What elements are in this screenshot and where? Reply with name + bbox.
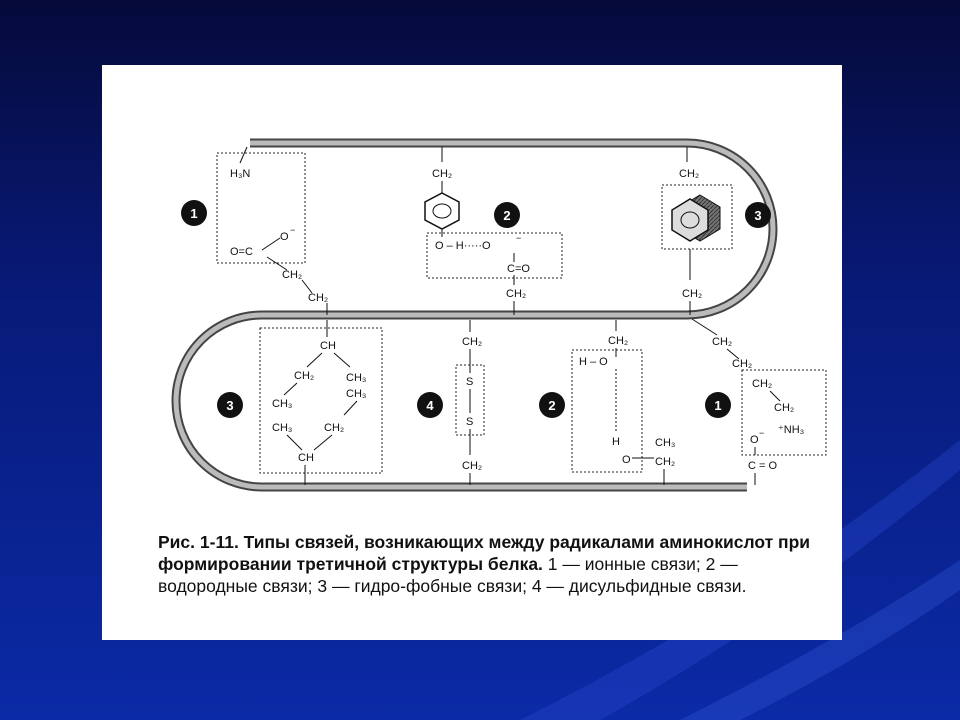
ch2-label: CH₂ [682,288,703,300]
figure-caption [158,531,823,597]
backbone [176,143,773,487]
ch3-label: CH₃ [272,422,293,434]
protein-bonds-diagram [102,65,842,525]
ch2-label: CH₂ [462,336,483,348]
o-eq-c-label: O=C [230,246,253,258]
o-label: O [622,454,631,466]
ch2-label: CH₂ [282,269,303,281]
ch2-label: CH₂ [324,422,345,434]
ch3-label: CH₃ [272,398,293,410]
h-o-label: H – O [579,356,608,368]
caption-title: Рис. 1-11. Типы связей, возникающих между радикалами аминокислот при формировании третичной структуры белка. [158,532,811,574]
sulfur-label: S [466,376,474,388]
c-eq-o-label: C=O [507,263,530,275]
ch2-label: CH₂ [432,168,453,180]
ch2-label: CH₂ [712,336,733,348]
benzene-ring [425,193,459,229]
svg-text:2: 2 [503,208,511,223]
o-h-o-label: O – H·····O [435,240,491,252]
sulfur-label: S [466,416,474,428]
nh3-label: ⁺NH₃ [778,424,805,436]
svg-text:−: − [516,233,522,243]
c-eq-o-label: C = O [748,460,778,472]
hydrogen-bond-box-bottom [572,350,642,472]
ch2-label: CH₂ [506,288,527,300]
svg-text:1: 1 [190,206,198,221]
o-minus-label: O [280,231,289,243]
ch2-label: CH₂ [774,402,795,414]
svg-text:4: 4 [426,398,434,413]
ch2-label: CH₂ [462,460,483,472]
ch2-label: CH₂ [752,378,773,390]
ch2-label: CH₂ [655,456,676,468]
caption-legend: 1 — ионные связи; 2 — водородные связи; 3 — гидро-фобные связи; 4 — дисульфидные связи. [158,554,747,596]
ch3-label: CH₃ [655,437,676,449]
ch-label: CH [320,340,336,352]
o-minus-label: O [750,434,759,446]
svg-text:3: 3 [754,208,762,223]
svg-text:2: 2 [548,398,556,413]
svg-text:1: 1 [714,398,722,413]
ch2-label: CH₂ [732,358,753,370]
ch3-label: CH₃ [346,388,367,400]
ch-label: CH [298,452,314,464]
svg-text:−: − [759,428,765,438]
slide-card [102,65,842,640]
svg-text:−: − [290,225,296,235]
ch2-label: CH₂ [679,168,700,180]
svg-text:3: 3 [226,398,234,413]
ch2-label: CH₂ [308,292,329,304]
h-label: H [612,436,620,448]
h3n-label: H₃N [230,168,251,180]
ch2-label: CH₂ [294,370,315,382]
ch2-label: CH₂ [608,335,629,347]
ch3-label: CH₃ [346,372,367,384]
